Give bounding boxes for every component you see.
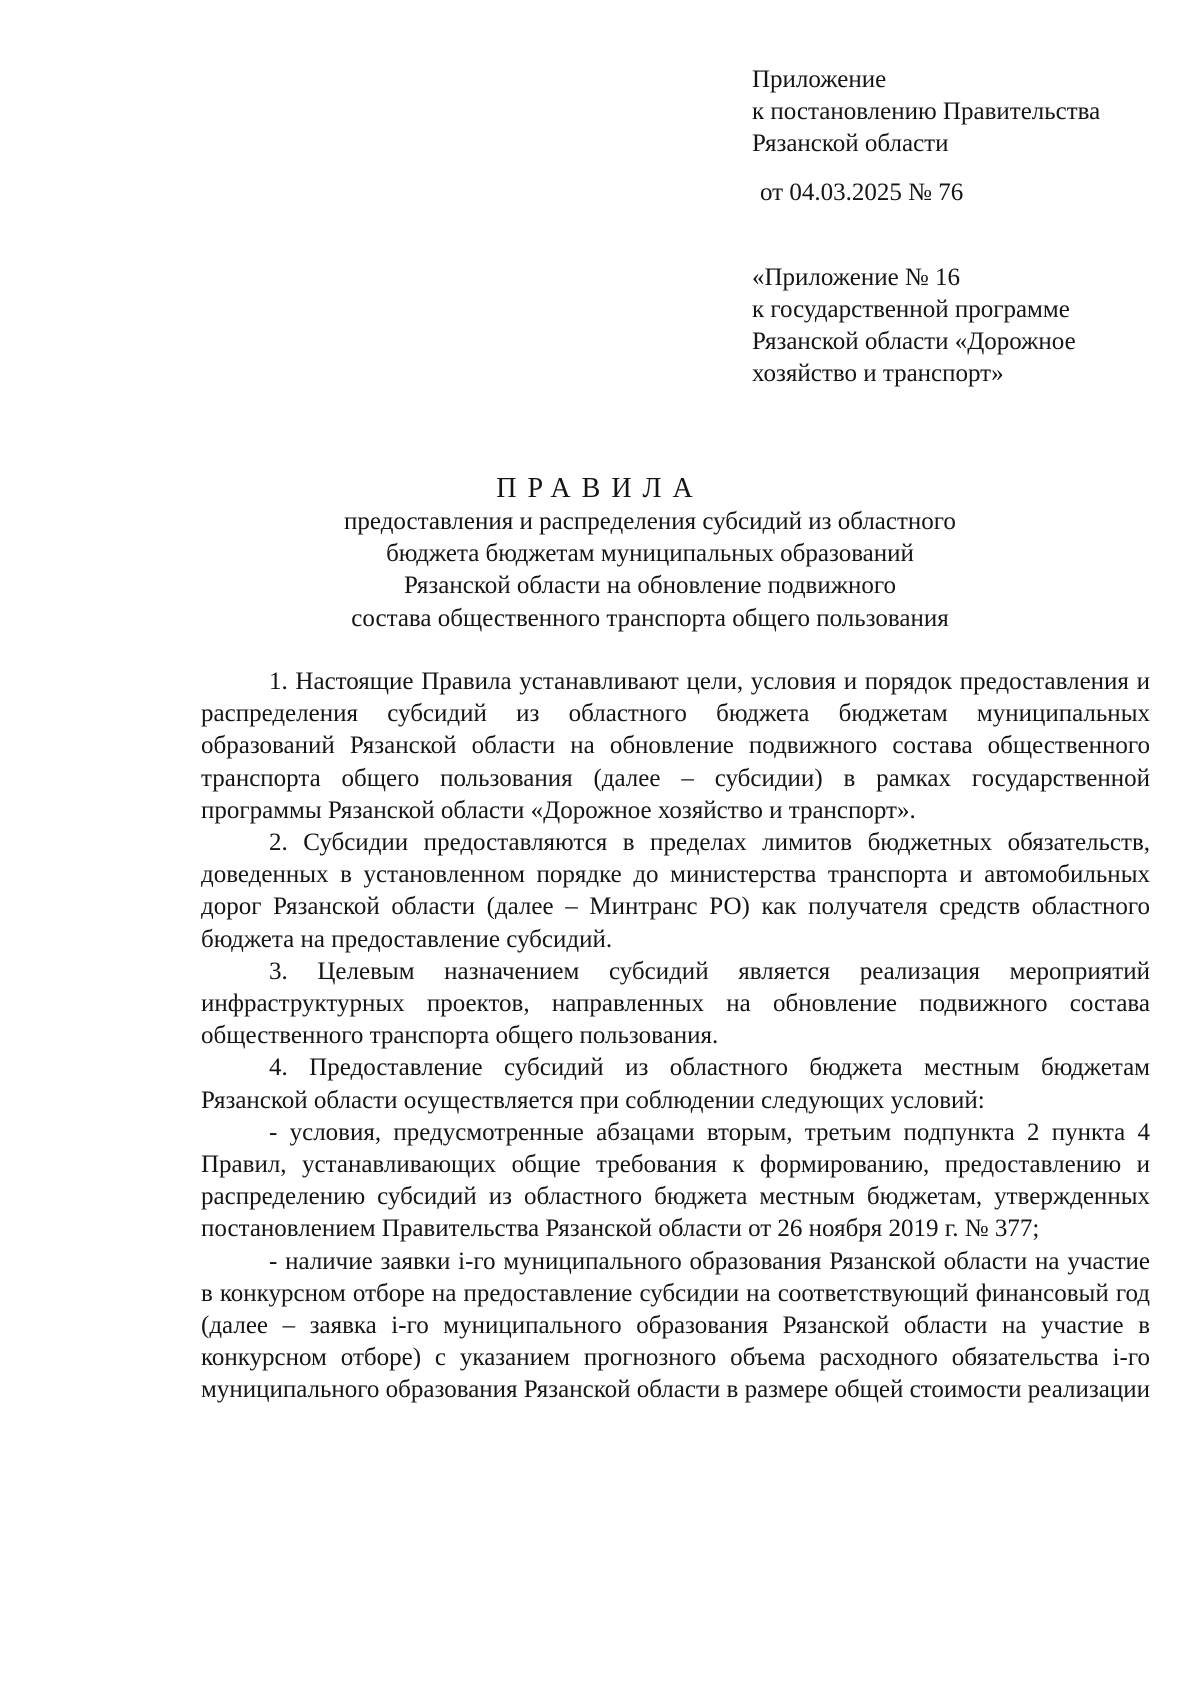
document-subtitle [50, 506, 1200, 635]
subtitle-line: предоставления и распределения субсидий из областного [344, 508, 956, 535]
paragraph-4-item-1: - условия, предусмотренные абзацами вторым, третьим подпункта 2 пункта 4 Правил, устанавливающих общие требования к формированию, предоставлению и распределению субсидий из областного бюджета местным бюджетам, утвержденных постановлением Правительства Рязанской области от 26 ноября 2019 г. № 377; [201, 1118, 1150, 1243]
paragraph-4: 4. Предоставление субсидий из областного бюджета местным бюджетам Рязанской области осуществляется при соблюдении следующих условий: [201, 1054, 1150, 1114]
subtitle-line: Рязанской области на обновление подвижного [403, 572, 897, 600]
appendix-header [752, 64, 1172, 160]
appendix-header-line: Рязанской области [752, 130, 949, 157]
paragraph-4-item-2: - наличие заявки i-го муниципального образования Рязанской области на участие в конкурсном отборе на предоставление субсидии на соответствующий финансовый год (далее – заявка i-го муниципального образования Рязанской области на участие в конкурсном отборе) с указанием прогнозного объема расходного обязательства i-го муниципального образования Рязанской области в размере общей стоимости реализации [201, 1247, 1150, 1404]
paragraph-2: 2. Субсидии предоставляются в пределах лимитов бюджетных обязательств, доведенных в установленном порядке до министерства транспорта и автомобильных дорог Рязанской области (далее – Минтранс РО) как получателя средств областного бюджета на предоставление субсидий. [201, 829, 1150, 953]
document-body [201, 666, 1150, 1407]
subtitle-line: состава общественного транспорта общего пользования [351, 604, 949, 632]
appendix-header-line: Приложение [752, 66, 887, 93]
program-header-line: Рязанской области «Дорожное [752, 328, 1076, 355]
appendix-date [760, 177, 1180, 209]
program-appendix-header [752, 262, 1172, 390]
paragraph-3: 3. Целевым назначением субсидий является реализация мероприятий инфраструктурных проектов, направленных на обновление подвижного состава общественного транспорта общего пользования. [201, 957, 1150, 1050]
program-header-line: к государственной программе [752, 296, 1070, 323]
paragraph-1: 1. Настоящие Правила устанавливают цели, условия и порядок предоставления и распределения субсидий из областного бюджета бюджетам муниципальных образований Рязанской области на обновление подвижного состава общественного транспорта общего пользования (далее – субсидии) в рамках государственной программы Рязанской области «Дорожное хозяйство и транспорт». [201, 668, 1150, 824]
document-title: ПРАВИЛА [496, 473, 704, 504]
subtitle-line: бюджета бюджетам муниципальных образований [386, 540, 914, 568]
program-header-line: хозяйство и транспорт» [752, 360, 1004, 387]
appendix-date-line: от 04.03.2025 № 76 [760, 179, 964, 206]
program-header-line: «Приложение № 16 [752, 264, 961, 291]
appendix-header-line: к постановлению Правительства [752, 98, 1101, 125]
